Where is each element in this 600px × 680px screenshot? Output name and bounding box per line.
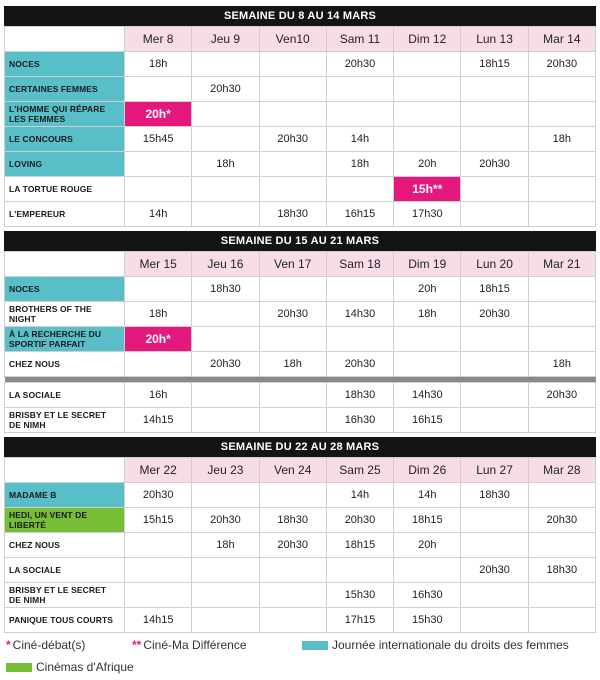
- day-header: Dim 12: [394, 27, 461, 52]
- showtime-cell: 18h30: [259, 202, 326, 227]
- film-title: CHEZ NOUS: [5, 533, 125, 558]
- showtime-cell: [125, 583, 192, 608]
- day-header-row: [5, 252, 596, 277]
- film-title: L'EMPEREUR: [5, 202, 125, 227]
- showtime-cell: 17h15: [326, 608, 393, 633]
- film-title: LE CONCOURS: [5, 127, 125, 152]
- afrique-swatch: [6, 663, 32, 672]
- day-header: Lun 27: [461, 458, 528, 483]
- day-header: Sam 18: [326, 252, 393, 277]
- film-row: [5, 383, 596, 408]
- showtime-cell: [192, 383, 259, 408]
- showtime-cell: 15h30: [394, 608, 461, 633]
- film-row: [5, 408, 596, 433]
- showtime-cell: [192, 558, 259, 583]
- showtime-cell: 18h15: [394, 508, 461, 533]
- film-row: [5, 352, 596, 377]
- showtime-cell: [259, 52, 326, 77]
- showtime-cell: [192, 583, 259, 608]
- showtime-cell: 20h: [394, 152, 461, 177]
- showtime-cell: 18h30: [192, 277, 259, 302]
- showtime-cell: [326, 177, 393, 202]
- showtime-cell: 15h30: [326, 583, 393, 608]
- showtime-cell: [528, 327, 595, 352]
- showtime-cell: [461, 583, 528, 608]
- legend-cine-debat: [6, 638, 85, 652]
- corner-cell: [5, 27, 125, 52]
- showtime-cell: 15h15: [125, 508, 192, 533]
- day-header: Mar 14: [528, 27, 595, 52]
- showtime-cell: [259, 152, 326, 177]
- showtime-cell: 16h30: [326, 408, 393, 433]
- day-header: Ven 24: [259, 458, 326, 483]
- day-header: Mer 22: [125, 458, 192, 483]
- showtime-cell: [192, 202, 259, 227]
- showtime-cell: [394, 52, 461, 77]
- schedule-table: [4, 251, 596, 433]
- film-title: PANIQUE TOUS COURTS: [5, 608, 125, 633]
- schedule: [4, 6, 596, 633]
- film-title: LA TORTUE ROUGE: [5, 177, 125, 202]
- showtime-cell: [528, 583, 595, 608]
- showtime-cell: [125, 152, 192, 177]
- film-title: BRISBY ET LE SECRET DE NIMH: [5, 583, 125, 608]
- showtime-cell: 14h: [326, 127, 393, 152]
- showtime-cell: [192, 52, 259, 77]
- showtime-cell: [528, 177, 595, 202]
- showtime-cell: [192, 127, 259, 152]
- showtime-cell: [528, 408, 595, 433]
- showtime-cell: [528, 277, 595, 302]
- showtime-cell: 16h: [125, 383, 192, 408]
- asterisk-mark: *: [6, 638, 11, 652]
- showtime-cell: [125, 77, 192, 102]
- showtime-cell: 18h: [326, 152, 393, 177]
- day-header: Sam 11: [326, 27, 393, 52]
- showtime-cell: [259, 608, 326, 633]
- legend-cine-ma-difference: [132, 638, 247, 652]
- showtime-cell: 18h: [394, 302, 461, 327]
- day-header: Jeu 23: [192, 458, 259, 483]
- showtime-cell: 18h15: [326, 533, 393, 558]
- legend-afrique-label: Cinémas d'Afrique: [36, 660, 134, 674]
- film-row: [5, 558, 596, 583]
- film-row: [5, 302, 596, 327]
- showtime-cell: [259, 408, 326, 433]
- showtime-cell: [461, 533, 528, 558]
- showtime-cell: 20h30: [326, 352, 393, 377]
- film-row: [5, 202, 596, 227]
- film-row: [5, 508, 596, 533]
- showtime-cell: 18h15: [461, 52, 528, 77]
- showtime-cell: 14h30: [326, 302, 393, 327]
- schedule-table: [4, 26, 596, 227]
- showtime-cell: [461, 177, 528, 202]
- film-row: [5, 583, 596, 608]
- film-title: BROTHERS OF THE NIGHT: [5, 302, 125, 327]
- schedule-table: [4, 457, 596, 633]
- film-row: [5, 52, 596, 77]
- double-asterisk-mark: **: [132, 638, 142, 652]
- showtime-cell: 18h30: [326, 383, 393, 408]
- corner-cell: [5, 458, 125, 483]
- film-title: NOCES: [5, 52, 125, 77]
- showtime-cell: 20h30: [192, 77, 259, 102]
- film-title: BRISBY ET LE SECRET DE NIMH: [5, 408, 125, 433]
- showtime-cell: 20h30: [461, 152, 528, 177]
- day-header: Mar 28: [528, 458, 595, 483]
- film-row: [5, 177, 596, 202]
- day-header: Mer 15: [125, 252, 192, 277]
- film-row: [5, 127, 596, 152]
- week-section: [4, 437, 596, 633]
- showtime-cell: [192, 302, 259, 327]
- week-section: [4, 6, 596, 227]
- film-title: CHEZ NOUS: [5, 352, 125, 377]
- legend: [4, 634, 596, 680]
- showtime-cell: 14h30: [394, 383, 461, 408]
- day-header: Lun 20: [461, 252, 528, 277]
- showtime-cell: 14h15: [125, 408, 192, 433]
- showtime-cell: 20h30: [192, 508, 259, 533]
- showtime-cell: 14h: [125, 202, 192, 227]
- film-title: CERTAINES FEMMES: [5, 77, 125, 102]
- showtime-cell: [259, 177, 326, 202]
- showtime-cell: 18h: [125, 302, 192, 327]
- legend-femmes-label: Journée internationale du droits des femmes: [332, 638, 569, 652]
- showtime-cell: 18h: [192, 152, 259, 177]
- showtime-cell: 18h: [125, 52, 192, 77]
- film-title: LA SOCIALE: [5, 383, 125, 408]
- showtime-cell: 20h30: [259, 127, 326, 152]
- showtime-cell: [125, 177, 192, 202]
- showtime-cell: [192, 102, 259, 127]
- showtime-cell: 18h30: [528, 558, 595, 583]
- showtime-cell: 15h**: [394, 177, 461, 202]
- film-title: NOCES: [5, 277, 125, 302]
- film-title: LOVING: [5, 152, 125, 177]
- showtime-cell: [192, 408, 259, 433]
- film-row: [5, 277, 596, 302]
- showtime-cell: [192, 483, 259, 508]
- showtime-cell: 14h15: [125, 608, 192, 633]
- showtime-cell: [394, 327, 461, 352]
- showtime-cell: [326, 558, 393, 583]
- showtime-cell: [326, 327, 393, 352]
- showtime-cell: 20h30: [326, 508, 393, 533]
- legend-femmes: [302, 638, 569, 652]
- showtime-cell: 16h15: [394, 408, 461, 433]
- showtime-cell: 20h30: [461, 302, 528, 327]
- showtime-cell: [125, 558, 192, 583]
- film-row: [5, 327, 596, 352]
- showtime-cell: [326, 77, 393, 102]
- week-title: SEMAINE DU 22 AU 28 MARS: [4, 437, 596, 457]
- showtime-cell: [192, 327, 259, 352]
- showtime-cell: 20h: [394, 277, 461, 302]
- corner-cell: [5, 252, 125, 277]
- showtime-cell: [461, 352, 528, 377]
- femmes-swatch: [302, 641, 328, 650]
- showtime-cell: [528, 533, 595, 558]
- day-header: Mer 8: [125, 27, 192, 52]
- showtime-cell: 20h30: [259, 302, 326, 327]
- film-title: L'HOMME QUI RÉPARE LES FEMMES: [5, 102, 125, 127]
- showtime-cell: [528, 302, 595, 327]
- showtime-cell: [125, 277, 192, 302]
- showtime-cell: [461, 127, 528, 152]
- showtime-cell: 18h: [528, 127, 595, 152]
- showtime-cell: [461, 608, 528, 633]
- showtime-cell: [461, 102, 528, 127]
- showtime-cell: [528, 152, 595, 177]
- film-title: LA SOCIALE: [5, 558, 125, 583]
- film-title: HEDI, UN VENT DE LIBERTÉ: [5, 508, 125, 533]
- showtime-cell: 20h30: [528, 52, 595, 77]
- showtime-cell: 18h30: [259, 508, 326, 533]
- showtime-cell: [461, 383, 528, 408]
- showtime-cell: 20h*: [125, 327, 192, 352]
- showtime-cell: 18h30: [461, 483, 528, 508]
- showtime-cell: [528, 483, 595, 508]
- showtime-cell: 18h: [528, 352, 595, 377]
- film-row: [5, 608, 596, 633]
- showtime-cell: [125, 352, 192, 377]
- showtime-cell: [394, 352, 461, 377]
- day-header-row: [5, 27, 596, 52]
- showtime-cell: [259, 558, 326, 583]
- showtime-cell: [259, 277, 326, 302]
- showtime-cell: [259, 483, 326, 508]
- showtime-cell: [461, 327, 528, 352]
- showtime-cell: 20h30: [259, 533, 326, 558]
- legend-cine-ma-difference-label: Ciné-Ma Différence: [143, 638, 247, 652]
- showtime-cell: [528, 608, 595, 633]
- showtime-cell: [259, 77, 326, 102]
- showtime-cell: 18h: [192, 533, 259, 558]
- film-title: MADAME B: [5, 483, 125, 508]
- showtime-cell: 17h30: [394, 202, 461, 227]
- showtime-cell: [528, 77, 595, 102]
- legend-cine-debat-label: Ciné-débat(s): [12, 638, 86, 652]
- week-section: [4, 231, 596, 433]
- showtime-cell: [259, 383, 326, 408]
- legend-afrique: [6, 660, 134, 674]
- day-header: Lun 13: [461, 27, 528, 52]
- showtime-cell: [528, 202, 595, 227]
- showtime-cell: 20h: [394, 533, 461, 558]
- showtime-cell: 20h30: [461, 558, 528, 583]
- showtime-cell: [394, 127, 461, 152]
- showtime-cell: 20h*: [125, 102, 192, 127]
- day-header: Mar 21: [528, 252, 595, 277]
- showtime-cell: 20h30: [125, 483, 192, 508]
- film-row: [5, 102, 596, 127]
- showtime-cell: 18h15: [461, 277, 528, 302]
- showtime-cell: [394, 77, 461, 102]
- showtime-cell: [259, 327, 326, 352]
- showtime-cell: [461, 508, 528, 533]
- showtime-cell: [259, 102, 326, 127]
- showtime-cell: [192, 608, 259, 633]
- showtime-cell: [326, 102, 393, 127]
- day-header-row: [5, 458, 596, 483]
- showtime-cell: 20h30: [192, 352, 259, 377]
- showtime-cell: [192, 177, 259, 202]
- showtime-cell: [394, 558, 461, 583]
- showtime-cell: 20h30: [528, 383, 595, 408]
- showtime-cell: [394, 102, 461, 127]
- showtime-cell: [461, 408, 528, 433]
- day-header: Dim 19: [394, 252, 461, 277]
- film-title: À LA RECHERCHE DU SPORTIF PARFAIT: [5, 327, 125, 352]
- showtime-cell: 15h45: [125, 127, 192, 152]
- showtime-cell: 14h: [326, 483, 393, 508]
- day-header: Jeu 16: [192, 252, 259, 277]
- showtime-cell: 20h30: [326, 52, 393, 77]
- week-title: SEMAINE DU 8 AU 14 MARS: [4, 6, 596, 26]
- showtime-cell: 16h15: [326, 202, 393, 227]
- day-header: Dim 26: [394, 458, 461, 483]
- film-row: [5, 77, 596, 102]
- showtime-cell: [461, 202, 528, 227]
- day-header: Ven 17: [259, 252, 326, 277]
- film-row: [5, 152, 596, 177]
- showtime-cell: 18h: [259, 352, 326, 377]
- showtime-cell: [326, 277, 393, 302]
- day-header: Sam 25: [326, 458, 393, 483]
- showtime-cell: 14h: [394, 483, 461, 508]
- showtime-cell: [461, 77, 528, 102]
- showtime-cell: [259, 583, 326, 608]
- week-title: SEMAINE DU 15 AU 21 MARS: [4, 231, 596, 251]
- day-header: Jeu 9: [192, 27, 259, 52]
- showtime-cell: 20h30: [528, 508, 595, 533]
- film-row: [5, 533, 596, 558]
- showtime-cell: [125, 533, 192, 558]
- showtime-cell: 16h30: [394, 583, 461, 608]
- day-header: Ven10: [259, 27, 326, 52]
- film-row: [5, 483, 596, 508]
- showtime-cell: [528, 102, 595, 127]
